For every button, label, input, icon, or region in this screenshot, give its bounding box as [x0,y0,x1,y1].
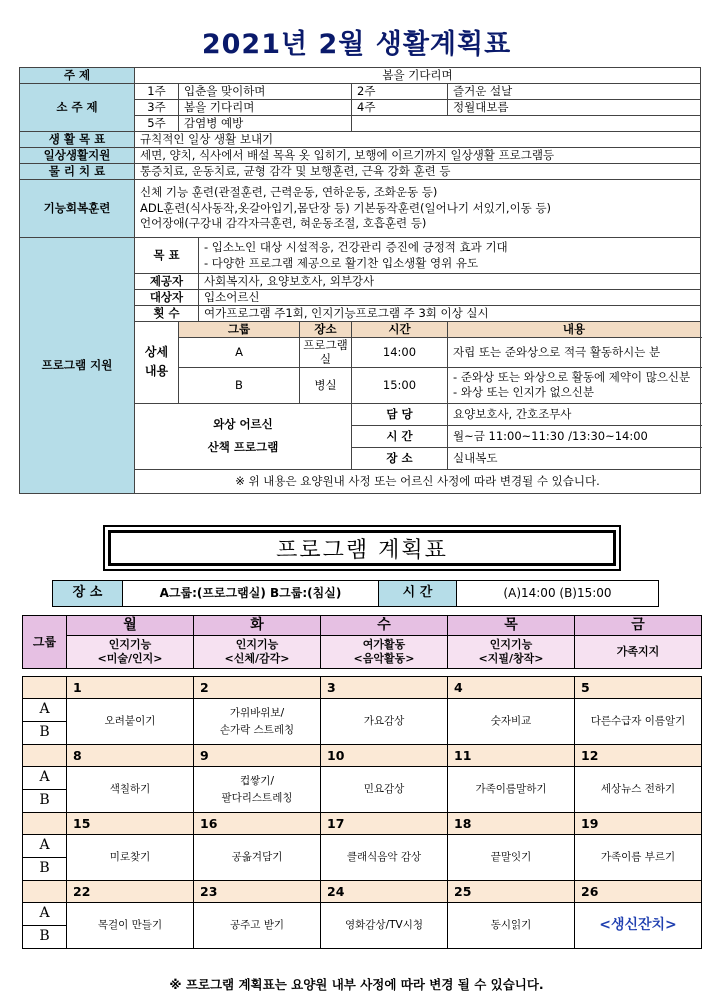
subtheme-title: 감염병 예방 [179,116,352,132]
weekday-wed: 수 [321,616,448,636]
date-number: 22 [67,881,194,903]
detail-place: 프로그램실 [300,338,352,368]
activity-text: 미로찾기 [109,851,151,864]
category-line: <미술/인지> [97,652,163,665]
group-b-label: B [23,722,67,745]
physio-value: 통증치료, 운동치료, 균형 감각 및 보행훈련, 근육 강화 훈련 등 [135,164,701,180]
target-label: 대상자 [135,290,199,306]
category-line: <신체/감각> [224,652,290,665]
detail-group: A [179,338,300,368]
date-number: 16 [194,813,321,835]
date-number: 9 [194,745,321,767]
group-b-label: B [23,858,67,881]
activity-text: 세상뉴스 전하기 [600,783,676,796]
weekday-category [67,636,194,669]
date-row [23,745,702,767]
daily-support-value: 세면, 양치, 식사에서 배설 목욕 옷 입히기, 보행에 이르기까지 일상생활 프로그램등 [135,148,701,164]
date-number: 12 [575,745,702,767]
activity-cell [575,767,702,813]
activity-cell [67,903,194,949]
detail-group: B [179,367,300,403]
detail-content: 자립 또는 준와상으로 적극 활동하시는 분 [448,338,701,368]
activity-cell [67,699,194,745]
walk-program-label [135,403,352,469]
walk-manager-label: 담 당 [352,403,448,425]
category-line: 가족지지 [616,644,660,658]
monthly-plan-table [19,67,701,494]
activity-text: 공주고 받기 [229,919,285,932]
subtheme-week: 5주 [135,116,179,132]
group-a-label: A [23,903,67,926]
activity-cell [575,699,702,745]
subtheme-label: 소 주 제 [20,84,135,132]
activity-cell [321,767,448,813]
weekday-category [321,636,448,669]
activity-row [23,699,702,722]
activity-cell [448,903,575,949]
walk-place-value: 실내복도 [448,447,701,469]
activity-text: 목걸이 만들기 [97,919,163,932]
date-row-corner [23,677,67,699]
group-label: 그룹 [23,616,67,669]
program-support-label: 프로그램 지원 [20,238,135,494]
date-number: 23 [194,881,321,903]
activity-text: 클래식음악 감상 [346,851,422,864]
goal-value: 규칙적인 일상 생활 보내기 [135,132,701,148]
program-title: 프로그램 계획표 [108,530,616,566]
subtheme-week: 4주 [352,100,448,116]
subtheme-week: 3주 [135,100,179,116]
category-line: <지필/창작> [478,652,544,665]
date-row [23,881,702,903]
detail-header-time: 시간 [352,322,448,338]
activity-text: 민요감상 [363,783,405,796]
date-row [23,677,702,699]
date-number: 3 [321,677,448,699]
category-line: 인지기능 [235,637,279,651]
weekday-thu: 목 [448,616,575,636]
count-value: 여가프로그램 주1회, 인지기능프로그램 주 3회 이상 실시 [199,306,701,322]
date-number: 24 [321,881,448,903]
detail-time: 15:00 [352,367,448,403]
subtheme-title: 정월대보름 [448,100,701,116]
walk-time-value: 월~금 11:00~11:30 /13:30~14:00 [448,425,701,447]
activity-text: 가족이름 부르기 [600,851,676,864]
activity-text: 다른수급자 이름알기 [590,715,686,728]
date-number: 4 [448,677,575,699]
activity-text: 영화감상/TV시청 [345,919,423,932]
detail-header-content: 내용 [448,322,701,338]
date-number: 8 [67,745,194,767]
date-number: 2 [194,677,321,699]
date-number: 10 [321,745,448,767]
detail-place: 병실 [300,367,352,403]
date-number: 17 [321,813,448,835]
group-b-label: B [23,926,67,949]
subtheme-week: 1주 [135,84,179,100]
date-number: 5 [575,677,702,699]
activity-cell [194,903,321,949]
target-value: 입소어르신 [199,290,701,306]
theme-value: 봄을 기다리며 [135,68,701,84]
detail-header-group: 그룹 [179,322,300,338]
activity-text: 팔다리스트레칭 [221,791,293,804]
place-label: 장 소 [53,581,123,607]
subtheme-title: 입춘을 맞이하며 [179,84,352,100]
activity-text: 색칠하기 [109,783,151,796]
page-title: 2021년 2월 생활계획표 [201,29,512,60]
activity-cell [67,767,194,813]
goal-label: 생 활 목 표 [20,132,135,148]
rehab-label: 기능회복훈련 [20,180,135,238]
rehab-line: 언어장애(구강내 감각자극훈련, 혀운동조절, 호흡훈련 등) [140,216,427,231]
detail-content [448,367,701,403]
theme-label: 주 제 [20,68,135,84]
activity-cell [321,699,448,745]
count-label: 횟 수 [135,306,199,322]
walk-manager-value: 요양보호사, 간호조무사 [448,403,701,425]
physio-label: 물 리 치 료 [20,164,135,180]
activity-cell [194,699,321,745]
group-a-label: A [23,767,67,790]
rehab-line: ADL훈련(식사동작,옷갈아입기,몸단장 등) 기본동작훈련(일어나기 서있기,이동 등) [140,200,552,215]
date-number: 26 [575,881,702,903]
plan-note: ※ 위 내용은 요양원내 사정 또는 어르신 사정에 따라 변경될 수 있습니다. [135,469,701,493]
group-a-label: A [23,699,67,722]
provider-value: 사회복지사, 요양보호사, 외부강사 [199,274,701,290]
activity-text: 컵쌓기/ [240,774,274,787]
activity-text: 끝말잇기 [490,851,532,864]
activity-cell [67,835,194,881]
objective-line: - 다양한 프로그램 제공으로 활기찬 입소생활 영위 유도 [204,255,479,270]
weekday-fri: 금 [575,616,702,636]
program-calendar [22,676,702,949]
detail-label: 상세내용 [135,322,179,404]
program-title-box [103,525,621,571]
group-b-label: B [23,790,67,813]
date-number: 11 [448,745,575,767]
walk-time-label: 시 간 [352,425,448,447]
activity-row [23,767,702,790]
place-value: A그룹:(프로그램실) B그룹:(침실) [123,581,379,607]
walk-label-line: 와상 어르신 [213,417,273,432]
date-number: 25 [448,881,575,903]
date-row-corner [23,813,67,835]
activity-text: 오려붙이기 [104,715,156,728]
date-row [23,813,702,835]
program-info-table [52,580,659,607]
detail-content-line: - 와상 또는 인지가 없으신분 [453,385,594,400]
activity-cell [194,835,321,881]
weekday-header-table [22,615,702,669]
category-line: 여가활동 [362,637,406,651]
walk-label-line: 산책 프로그램 [207,440,279,455]
detail-content-line: - 준와상 또는 와상으로 활동에 제약이 많으신분 [453,369,691,384]
activity-cell [448,835,575,881]
group-a-label: A [23,835,67,858]
activity-text: 공옮겨담기 [231,851,283,864]
subtheme-week: 2주 [352,84,448,100]
date-row-corner [23,881,67,903]
date-row-corner [23,745,67,767]
activity-cell [321,903,448,949]
activity-text: 가족이름말하기 [475,783,547,796]
objective-value [199,238,701,274]
date-number: 18 [448,813,575,835]
weekday-category [448,636,575,669]
date-number: 19 [575,813,702,835]
activity-cell [448,699,575,745]
rehab-value [135,180,701,238]
date-number: 15 [67,813,194,835]
activity-text: 동시읽기 [490,919,532,932]
activity-row [23,835,702,858]
footer-note: ※ 프로그램 계획표는 요양원 내부 사정에 따라 변경 될 수 있습니다. [169,977,544,992]
time-label: 시 간 [379,581,457,607]
category-line: 인지기능 [108,637,152,651]
date-number: 1 [67,677,194,699]
activity-text: <생신잔치> [599,917,677,934]
activity-text: 손가락 스트레칭 [219,723,295,736]
detail-header-place: 장소 [300,322,352,338]
category-line: <음악활동> [353,652,415,665]
activity-row [23,903,702,926]
activity-cell [575,903,702,949]
rehab-line: 신체 기능 훈련(관절훈련, 근력운동, 연하운동, 조화운동 등) [140,185,438,200]
weekday-category [194,636,321,669]
activity-text: 가위바위보/ [229,706,285,719]
objective-line: - 입소노인 대상 시설적응, 건강관리 증진에 긍정적 효과 기대 [204,239,508,254]
daily-support-label: 일상생활지원 [20,148,135,164]
time-value: (A)14:00 (B)15:00 [457,581,659,607]
weekday-mon: 월 [67,616,194,636]
provider-label: 제공자 [135,274,199,290]
activity-cell [448,767,575,813]
activity-text: 숫자비교 [490,715,532,728]
detail-time: 14:00 [352,338,448,368]
subtheme-title: 즐거운 설날 [448,84,701,100]
subtheme-title: 봄을 기다리며 [179,100,352,116]
objective-label: 목 표 [135,238,199,274]
weekday-category [575,636,702,669]
weekday-tue: 화 [194,616,321,636]
activity-cell [194,767,321,813]
activity-cell [575,835,702,881]
activity-cell [321,835,448,881]
empty-cell [352,116,701,132]
category-line: 인지기능 [489,637,533,651]
activity-text: 가요감상 [363,715,405,728]
walk-place-label: 장 소 [352,447,448,469]
